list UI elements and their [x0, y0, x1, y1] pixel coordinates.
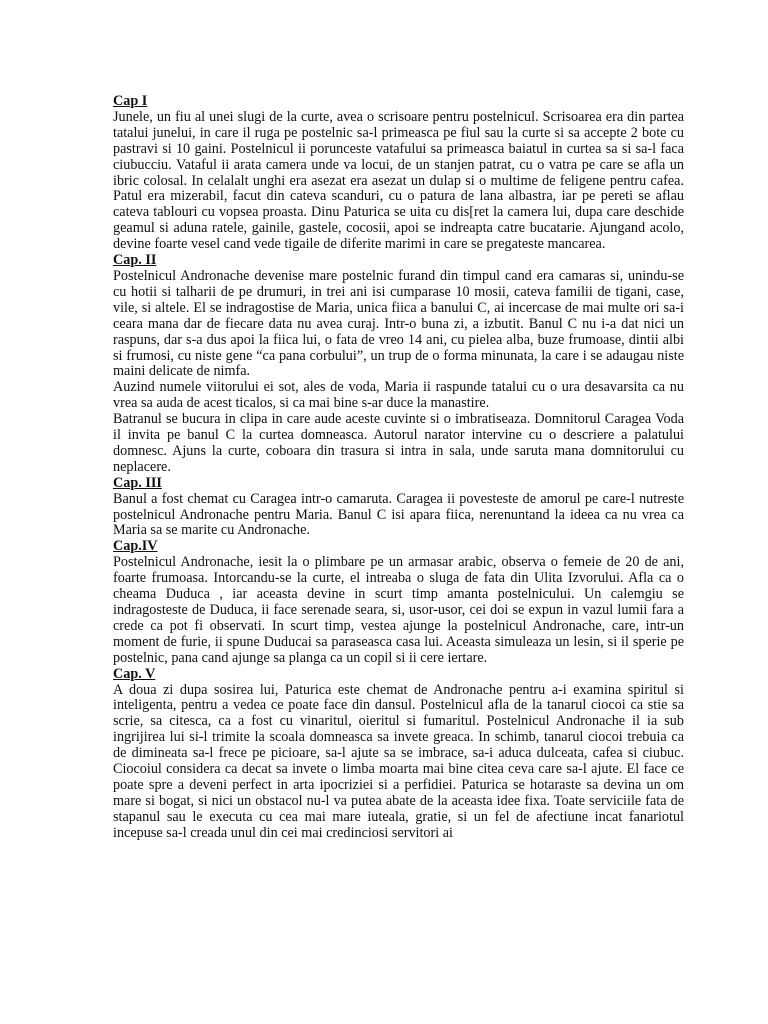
chapter-section	[113, 253, 684, 476]
paragraph: Auzind numele viitorului ei sot, ales de voda, Maria ii raspunde tatalui cu o ura desavarsita ca nu vrea sa auda de acest ticalos, si ca mai bine s-ar duce la manastire.	[113, 379, 684, 412]
chapter-heading: Cap. V	[113, 665, 156, 682]
chapter-section	[113, 539, 684, 666]
chapter-heading: Cap.IV	[113, 538, 158, 555]
chapter-section	[113, 667, 684, 842]
chapter-section	[113, 94, 684, 253]
chapter-heading: Cap I	[113, 93, 148, 109]
paragraph: A doua zi dupa sosirea lui, Paturica este chemat de Andronache pentru a-i examina spiritul si inteligenta, pentru a vedea ce poate face din dansul. Postelnicul afla de la tanarul ciocoi ca stie sa scrie, sa citesca, ca a fost cu vinaritul, oieritul si fumaritul. Postelnicul Andronache il ia sub ingrijirea lui si-l trimite la scoala domneasca sa invete greaca. In schimb, tanarul ciocoi trebuia ca de dimineata sa-l frece pe picioare, sa-l ajute sa se imbrace, sa-i aduca dulceata, cafea si ciubuc. Ciocoiul considera ca decat sa invete o limba moarta mai bine citea ceva care sa-l ajute. El face ce poate spre a deveni perfect in arta ipocriziei si a perfidiei. Paturica se hotaraste sa devina un om mare si bogat, si nici un obstacol nu-l va putea abate de la aceasta idee fixa. Toate serviciile fata de stapanul sau le executa cu cea mai mare iuteala, gratie, si un fel de afectiune incat fanariotul incepuse sa-l creada unul din cei mai credinciosi servitori ai	[113, 681, 684, 841]
paragraph: Junele, un fiu al unei slugi de la curte, avea o scrisoare pentru postelnicul. Scrisoarea era din partea tatalui junelui, in care il ruga pe postelnic sa-l primeasca pe fiul sau la curte si sa accepte 2 bote cu pastravi si 10 gaini. Postelnicul ii porunceste vatafului sa primeasca baiatul in curtea sa si sa-l faca ciubucciu. Vataful ii arata camera unde va locui, de un stanjen patrat, cu o vatra pe care se afla un ibric colosal. In celalalt unghi era asezat era asezat un dulap si o multime de feligene pentru cafea. Patul era mizerabil, facut din cateva scanduri, cu o patura de lana albastra, iar pe pereti se aflau cateva tablouri cu vopsea proasta. Dinu Paturica se uita cu dis[ret la camera lui, dupa care deschide geamul si aduna ratele, gainile, gastele, cocosii, apoi se indreapta catre bucatarie. Ajungand acolo, devine foarte vesel cand vede tigaile de diferite marimi in care se pregateste mancarea.	[113, 108, 684, 253]
paragraph: Batranul se bucura in clipa in care aude aceste cuvinte si o imbratiseaza. Domnitorul Caragea Voda il invita pe banul C la curtea domneasca. Autorul narator intervine cu o descriere a palatului domnesc. Ajuns la curte, coboara din trasura si intra in sala, unde saruta mana domnitorului cu neplacere.	[113, 411, 684, 475]
chapter-heading: Cap. III	[113, 474, 162, 491]
paragraph: Postelnicul Andronache, iesit la o plimbare pe un armasar arabic, observa o femeie de 20 de ani, foarte frumoasa. Intorcandu-se la curte, el intreaba o sluga de fata din Ulita Izvorului. Afla ca o cheama Duduca , iar aceasta devine in scurt timp amanta postelnicului. Un calemgiu se indragosteste de Duduca, ii face serenade seara, si, usor-usor, cei doi se expun in vazul lumii fara a crede ca pot fi observati. In scurt timp, vestea ajunge la postelnicul Andronache, care, intr-un moment de furie, ii spune Duducai sa paraseasca casa lui. Aceasta simuleaza un lesin, si il sperie pe postelnic, pana cand ajunge sa planga ca un copil si ii cere iertare.	[113, 554, 684, 666]
chapter-heading: Cap. II	[113, 252, 157, 269]
chapter-section	[113, 476, 684, 540]
paragraph: Postelnicul Andronache devenise mare postelnic furand din timpul cand era camaras si, unindu-se cu hotii si talharii de pe drumuri, in trei ani isi cumparase 10 mosii, cateva familii de tigani, case, vile, si altele. El se indragostise de Maria, unica fiica a banului C, ai incercase de mai multe ori sa-i ceara mana dar de fiecare data nu avea curaj. Intr-o buna zi, a izbutit. Banul C nu i-a dat nici un raspuns, dar s-a dus apoi la fiica lui, o fata de vreo 14 ani, cu pielea alba, buze frumoase, dintii albi si frumosi, cu niste gene “ca pana corbului”, un trup de o forma minunata, la care i se adaugau niste maini delicate de nimfa.	[113, 267, 684, 380]
paragraph: Banul a fost chemat cu Caragea intr-o camaruta. Caragea ii povesteste de amorul pe care-l nutreste postelnicul Andronache pentru Maria. Banul C isi apara fiica, nerenuntand la ideea ca nu vrea ca Maria sa se marite cu Andronache.	[113, 490, 684, 539]
document-page	[113, 94, 684, 842]
